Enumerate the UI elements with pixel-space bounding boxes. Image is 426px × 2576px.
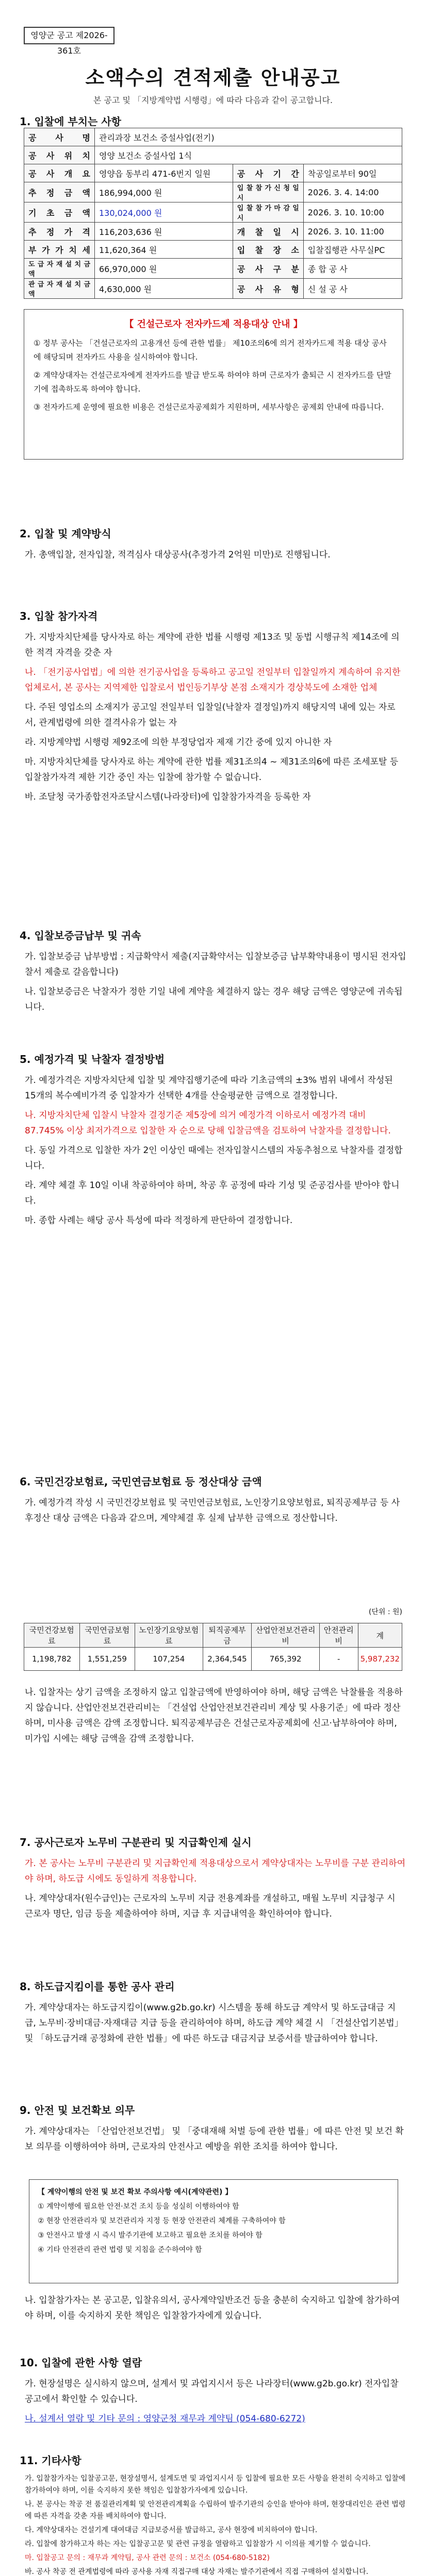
info-value: 2026. 3. 10. 10:00 — [303, 202, 402, 223]
section-2-body — [25, 547, 406, 567]
cost-header: 안전관리비 — [319, 1623, 358, 1648]
section-4-item: 나. 입찰보증금은 낙찰자가 정한 기일 내에 계약을 체결하지 않는 경우 해당 금액은 영양군에 귀속됩니다. — [25, 987, 403, 1012]
info-value: 2026. 3. 10. 11:00 — [303, 223, 402, 241]
info-label: 도 급 자 재 설 치 금 액 — [24, 259, 95, 279]
section-8-text: 가. 계약상대자는 하도급지킴이(www.g2b.go.kr) 시스템을 통해 하도급 계약서 및 하도급대금 지급, 노무비·장비대금·자재대금 지급 등을 관리하여야 하며, 하도급 계약 체결 시 「건설산업기본법」 및 「하도급거래 공정화에 관한 법률」에 따른 하도급 대금지급 보증서를 발급하여야 합니다. — [25, 2003, 403, 2044]
safety-box-line: ① 계약이행에 필요한 안전·보건 조치 등을 성실히 이행하여야 함 — [38, 2202, 239, 2211]
e-card-notice-line: ① 정부 공사는 「건설근로자의 고용개선 등에 관한 법률」 제10조의6에 의거 전자카드제 적용 대상 공사에 해당되며 전자카드 사용을 실시하여야 합니다. — [34, 338, 387, 362]
info-label: 기 초 금 액 — [24, 202, 95, 223]
section-10-link[interactable]: 나. 설계서 열람 및 기타 문의 : 영양군청 재무과 계약팀 (054-680-6272) — [25, 2414, 305, 2424]
cost-value-row — [24, 1648, 402, 1671]
safety-box-line: ② 현장 안전관리자 및 보건관리자 지정 등 현장 안전관리 체계를 구축하여야 함 — [38, 2217, 286, 2225]
section-3-item: 나. 「전기공사업법」에 의한 전기공사업을 등록하고 공고일 전일부터 입찰일까지 계속하여 유지한 업체로서, 본 공사는 지역제한 입찰로서 법인등기부상 본점 소재지가 경상북도에 소재한 업체 — [25, 667, 401, 693]
info-value: 116,203,636 원 — [95, 223, 233, 241]
section-11-heading: 11. 기타사항 — [20, 2454, 81, 2467]
section-3-item: 라. 지방계약법 시행령 제92조에 의한 부정당업자 제재 기간 중에 있지 아니한 자 — [25, 737, 332, 748]
safety-box-title: 【 계약이행의 안전 및 보건 확보 주의사항 예시(계약관련) 】 — [38, 2188, 233, 2196]
safety-box-line: ③ 안전사고 발생 시 즉시 발주기관에 보고하고 필요한 조치를 하여야 함 — [38, 2231, 263, 2240]
section-9-note — [25, 2293, 406, 2328]
section-7-body — [25, 1856, 406, 1926]
section-3-heading: 3. 입찰 참가자격 — [20, 610, 98, 622]
section-2-text: 가. 총액입찰, 전자입찰, 적격심사 대상공사(추정가격 2억원 미만)로 진행됩니다. — [25, 550, 331, 560]
info-value: 종 합 공 사 — [303, 259, 402, 279]
info-value: 영양 보건소 증설사업 1식 — [95, 146, 402, 164]
e-card-notice-box — [24, 309, 403, 460]
page-title: 소액수의 견적제출 안내공고 — [85, 66, 341, 89]
info-value: 66,970,000 원 — [95, 259, 233, 279]
e-card-notice-title: 【 건설근로자 전자카드제 적용대상 안내 】 — [124, 319, 303, 330]
section-6-note — [25, 1685, 406, 1751]
info-label: 관 급 자 재 설 치 금 액 — [24, 279, 95, 299]
info-value: 관리과장 보건소 증설사업(전기) — [95, 128, 402, 146]
safety-box-line: ④ 기타 안전관리 관련 법령 및 지침을 준수하여야 함 — [38, 2246, 202, 2254]
cost-header: 노인장기요양보험료 — [135, 1623, 203, 1648]
info-value: 영양읍 동부리 471-6번지 일원 — [95, 164, 233, 182]
info-value: 2026. 3. 4. 14:00 — [303, 182, 402, 202]
safety-box — [29, 2179, 398, 2283]
cost-header: 국민연금보험료 — [79, 1623, 135, 1648]
info-value: 착공일로부터 90일 — [303, 164, 402, 182]
section-3-item: 바. 조달청 국가종합전자조달시스템(나라장터)에 입찰참가자격을 등록한 자 — [25, 792, 311, 802]
section-11-body — [25, 2473, 406, 2576]
info-label: 부 가 가 치 세 — [24, 241, 95, 259]
section-5-heading: 5. 예정가격 및 낙찰자 결정방법 — [20, 1053, 165, 1065]
page-subtitle: 본 공고 및 「지방계약법 시행령」에 따라 다음과 같이 공고합니다. — [93, 95, 333, 105]
section-5-item: 다. 동일 가격으로 입찰한 자가 2인 이상인 때에는 전자입찰시스템의 자동추첨으로 낙찰자를 결정합니다. — [25, 1145, 403, 1171]
cost-value: 107,254 — [135, 1648, 203, 1671]
section-9-text: 가. 계약상대자는 「산업안전보건법」 및 「중대재해 처벌 등에 관한 법률」에 따른 안전 및 보건 확보 의무를 이행하여야 하며, 근로자의 안전사고 예방을 위한 조치를 하여야 합니다. — [25, 2126, 404, 2152]
info-label: 추 정 금 액 — [24, 182, 95, 202]
section-6-note-text: 나. 입찰자는 상기 금액을 조정하지 않고 입찰금액에 반영하여야 하며, 해당 금액은 낙찰률을 적용하지 않습니다. 산업안전보건관리비는 「건설업 산업안전보건관리비 계상 및 사용기준」에 따라 정산하며, 미사용 금액은 감액 조정합니다. 퇴직공제부금은 건설근로자공제회에 신고·납부하여야 하며, 미가입 시에는 해당 금액을 감액 조정합니다. — [25, 1687, 403, 1744]
section-11-item: 바. 공사 착공 전 관계법령에 따라 공사용 자재 직접구매 대상 자재는 발주기관에서 직접 구매하여 설치합니다. — [25, 2568, 369, 2576]
info-label: 입 찰 장 소 — [233, 241, 303, 259]
info-label: 추 정 가 격 — [24, 223, 95, 241]
info-label: 공 사 유 형 — [233, 279, 303, 299]
section-5-item: 가. 예정가격은 지방자치단체 입찰 및 계약집행기준에 따라 기초금액의 ±3% 범위 내에서 작성된 15개의 복수예비가격 중 입찰자가 선택한 4개를 산술평균한 금액으로 결정합니다. — [25, 1075, 393, 1101]
info-value: 입찰집행관 사무실PC — [303, 241, 402, 259]
cost-header: 국민건강보험료 — [24, 1623, 80, 1648]
section-3-item: 마. 지방자치단체를 당사자로 하는 계약에 관한 법률 제31조의4 ~ 제31조의6에 따른 조세포탈 등 입찰참가자격 제한 기간 중인 자는 입찰에 참가할 수 없습니다. — [25, 757, 399, 783]
cost-value-total: 5,987,232 — [358, 1648, 402, 1671]
cost-value: 1,198,782 — [24, 1648, 80, 1671]
info-value: 11,620,364 원 — [95, 241, 233, 259]
info-label: 개 찰 일 시 — [233, 223, 303, 241]
info-value: 신 설 공 사 — [303, 279, 402, 299]
info-label: 공 사 명 — [24, 128, 95, 146]
cost-header-row — [24, 1623, 402, 1648]
cost-value: - — [319, 1648, 358, 1671]
section-2-heading: 2. 입찰 및 계약방식 — [20, 528, 111, 540]
info-label: 입 찰 참 가 마 감 일 시 — [233, 202, 303, 223]
section-5-item: 라. 계약 체결 후 10일 이내 착공하여야 하며, 착공 후 공정에 따라 기성 및 준공검사를 받아야 합니다. — [25, 1180, 400, 1206]
cost-table — [24, 1623, 402, 1671]
section-5-item: 나. 지방자치단체 입찰시 낙찰자 결정기준 제5장에 의거 예정가격 이하로서 예정가격 대비 87.745% 이상 최저가격으로 입찰한 자 순으로 당해 입찰금액을 검토하여 낙찰자를 결정합니다. — [25, 1110, 391, 1136]
section-9-heading: 9. 안전 및 보건확보 의무 — [20, 2104, 135, 2116]
info-value-highlight: 130,024,000 원 — [95, 202, 233, 223]
cost-unit: (단위 : 원) — [368, 1608, 402, 1616]
section-3-item: 다. 주된 영업소의 소재지가 공고일 전일부터 입찰일(낙찰자 결정일)까지 해당지역 내에 있는 자로서, 관계법령에 의한 결격사유가 없는 자 — [25, 702, 396, 728]
info-value: 186,994,000 원 — [95, 182, 233, 202]
e-card-notice-line: ② 계약상대자는 건설근로자에게 전자카드를 발급 받도록 하여야 하며 근로자가 출퇴근 시 전자카드를 단말기에 접촉하도록 하여야 합니다. — [34, 370, 391, 394]
info-label: 입 찰 참 가 신 청 일 시 — [233, 182, 303, 202]
section-11-item: 마. 입찰공고 문의 : 재무과 계약팀, 공사 관련 문의 : 보건소 (054-680-5182) — [25, 2554, 270, 2562]
section-6-text: 가. 예정가격 작성 시 국민건강보험료 및 국민연금보험료, 노인장기요양보험료, 퇴직공제부금 등 사후정산 대상 금액은 다음과 같으며, 계약체결 후 실제 납부한 금액으로 정산합니다. — [25, 1498, 400, 1523]
section-3-body — [25, 630, 406, 809]
info-value: 4,630,000 원 — [95, 279, 233, 299]
section-5-body — [25, 1073, 406, 1232]
section-9-note-text: 나. 입찰참가자는 본 공고문, 입찰유의서, 공사계약일반조건 등을 충분히 숙지하고 입찰에 참가하여야 하며, 이를 숙지하지 못한 책임은 입찰참가자에게 있습니다. — [25, 2295, 400, 2321]
section-6-body — [25, 1495, 406, 1530]
section-4-body — [25, 949, 406, 1019]
cost-value: 2,364,545 — [203, 1648, 252, 1671]
section-9-body — [25, 2124, 406, 2159]
info-label: 공 사 개 요 — [24, 164, 95, 182]
section-4-item: 가. 입찰보증금 납부방법 : 지급확약서 제출(지급확약서는 입찰보증금 납부확약내용이 명시된 전자입찰서 제출로 갈음합니다) — [25, 952, 406, 977]
section-6-heading: 6. 국민건강보험료, 국민연금보험료 등 정산대상 금액 — [20, 1476, 262, 1488]
section-5-item: 마. 종합 사례는 해당 공사 특성에 따라 적정하게 판단하여 결정합니다. — [25, 1215, 293, 1226]
cost-value: 1,551,259 — [79, 1648, 135, 1671]
section-10-heading: 10. 입찰에 관한 사항 열람 — [20, 2357, 142, 2369]
section-4-heading: 4. 입찰보증금납부 및 귀속 — [20, 929, 141, 942]
notice-number: 영양군 공고 제2026-361호 — [24, 27, 114, 44]
section-8-body — [25, 2000, 406, 2050]
section-7-item: 가. 본 공사는 노무비 구분관리 및 지급확인제 적용대상으로서 계약상대자는 노무비를 구분 관리하여야 하며, 하도급 시에도 동일하게 적용합니다. — [25, 1858, 406, 1884]
section-7-item: 나. 계약상대자(원수급인)는 근로자의 노무비 지급 전용계좌를 개설하고, 매월 노무비 지급청구 시 근로자 명단, 임금 등을 제출하여야 하며, 지급 후 지급내역을 확인하여야 합니다. — [25, 1893, 396, 1919]
bid-info-table — [24, 128, 402, 299]
cost-value: 765,392 — [252, 1648, 320, 1671]
info-label: 공 사 위 치 — [24, 146, 95, 164]
section-11-item: 라. 입찰에 참가하고자 하는 자는 입찰공고문 및 관련 규정을 열람하고 입찰참가 시 이의를 제기할 수 없습니다. — [25, 2540, 371, 2548]
section-8-heading: 8. 하도급지킴이를 통한 공사 관리 — [20, 1980, 175, 1993]
cost-header: 산업안전보건관리비 — [252, 1623, 320, 1648]
section-11-item: 나. 본 공사는 착공 전 품질관리계획 및 안전관리계획을 수립하여 발주기관의 승인을 받아야 하며, 현장대리인은 관련 법령에 따른 자격을 갖춘 자를 배치하여야 합니다. — [25, 2500, 406, 2520]
section-7-heading: 7. 공사근로자 노무비 구분관리 및 지급확인제 실시 — [20, 1836, 252, 1849]
section-10-text: 가. 현장설명은 실시하지 않으며, 설계서 및 과업지시서 등은 나라장터(www.g2b.go.kr) 전자입찰 공고에서 확인할 수 있습니다. — [25, 2379, 399, 2404]
info-label: 공 사 기 간 — [233, 164, 303, 182]
e-card-notice-line: ③ 전자카드제 운영에 필요한 비용은 건설근로자공제회가 지원하며, 세부사항은 공제회 안내에 따릅니다. — [34, 402, 384, 412]
cost-header: 퇴직공제부금 — [203, 1623, 252, 1648]
cost-header: 계 — [358, 1623, 402, 1648]
section-10-body — [25, 2376, 406, 2431]
section-11-item: 가. 입찰참가자는 입찰공고문, 현장설명서, 설계도면 및 과업지시서 등 입찰에 필요한 모든 사항을 완전히 숙지하고 입찰에 참가하여야 하며, 이를 숙지하지 못한 책임은 입찰참가자에게 있습니다. — [25, 2475, 406, 2495]
info-label: 공 사 구 분 — [233, 259, 303, 279]
section-11-item: 다. 계약상대자는 건설기계 대여대금 지급보증서를 발급하고, 공사 현장에 비치하여야 합니다. — [25, 2526, 318, 2534]
section-1-heading: 1. 입찰에 부치는 사항 — [20, 115, 121, 128]
section-3-item: 가. 지방자치단체를 당사자로 하는 계약에 관한 법률 시행령 제13조 및 동법 시행규칙 제14조에 의한 적격 자격을 갖춘 자 — [25, 632, 400, 658]
